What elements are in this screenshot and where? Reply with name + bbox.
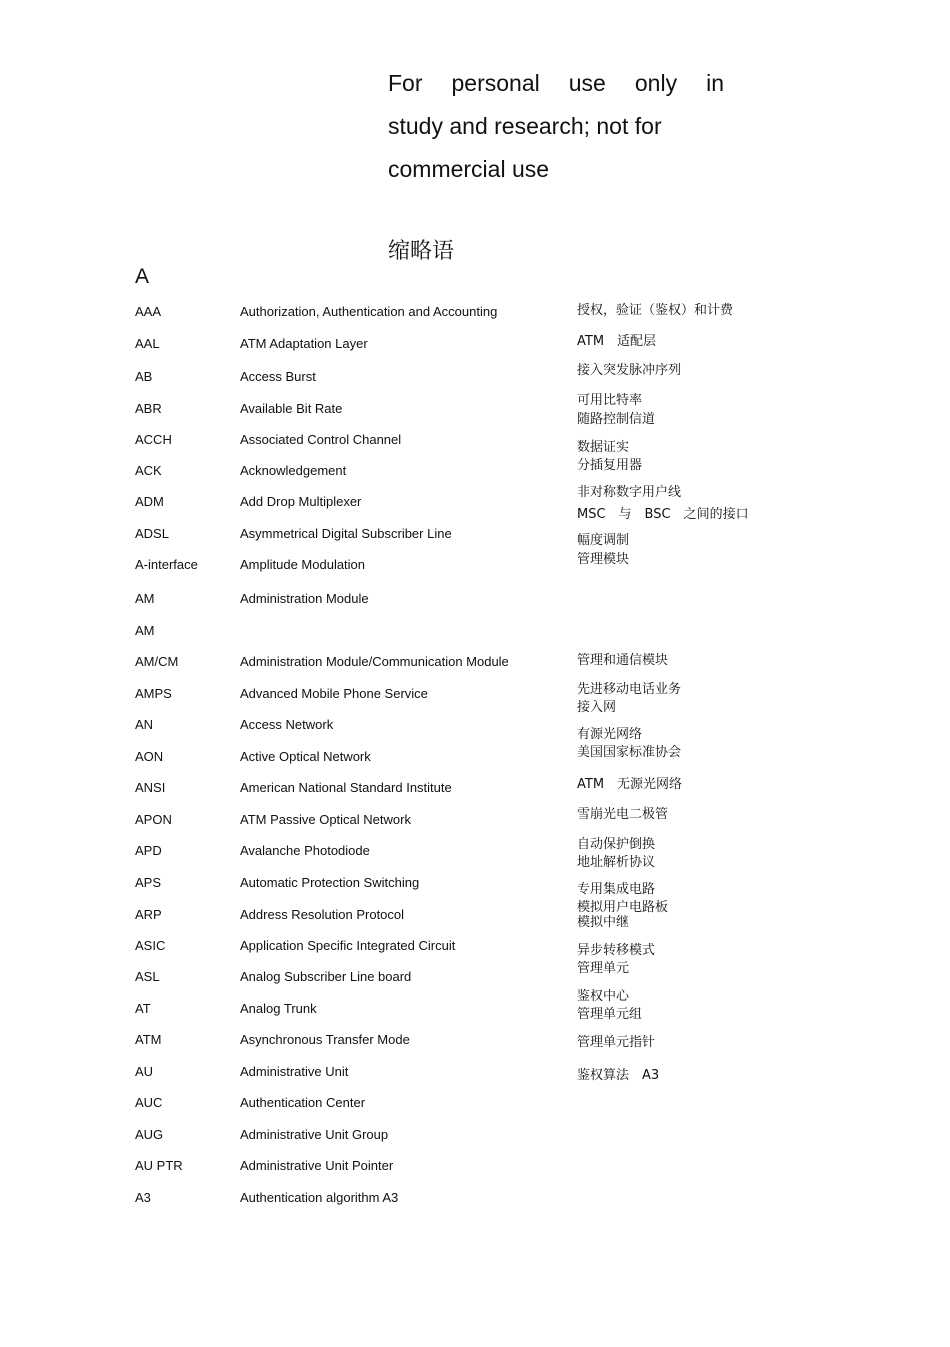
abbreviation-chinese-term: MSC 与 BSC 之间的接口 bbox=[577, 507, 749, 522]
abbreviation-english-term: Administrative Unit bbox=[240, 1064, 349, 1079]
abbreviation-chinese-term: 鉴权算法 A3 bbox=[577, 1068, 660, 1083]
abbreviation-code: AB bbox=[135, 369, 153, 384]
abbreviation-english-term: Access Network bbox=[240, 717, 334, 732]
abbreviation-english-term: Automatic Protection Switching bbox=[240, 875, 420, 890]
notice-word: only bbox=[634, 70, 678, 96]
abbreviation-code: AAA bbox=[135, 304, 162, 319]
abbreviation-english-term: Authentication algorithm A3 bbox=[240, 1190, 399, 1205]
abbreviation-english-term: Asynchronous Transfer Mode bbox=[240, 1032, 410, 1047]
abbreviation-english-term: Analog Subscriber Line board bbox=[240, 969, 412, 984]
abbreviation-chinese-term: 雪崩光电二极管 bbox=[577, 807, 669, 822]
abbreviation-code: AUG bbox=[135, 1127, 164, 1142]
abbreviation-code: APS bbox=[135, 875, 162, 890]
abbreviation-chinese-term: ATM 适配层 bbox=[577, 334, 657, 349]
abbreviation-english-term: Application Specific Integrated Circuit bbox=[240, 938, 456, 953]
abbreviation-chinese-term: 管理单元组 bbox=[577, 1007, 643, 1022]
abbreviation-english-term: Authorization, Authentication and Accounting bbox=[240, 304, 498, 319]
abbreviation-chinese-term: 数据证实 bbox=[577, 440, 630, 455]
usage-notice-line-2: study and research; not for bbox=[388, 113, 662, 139]
abbreviation-english-term: Add Drop Multiplexer bbox=[240, 494, 362, 509]
abbreviation-english-term: American National Standard Institute bbox=[240, 780, 452, 795]
abbreviation-english-term: Advanced Mobile Phone Service bbox=[240, 686, 428, 701]
abbreviation-code: ATM bbox=[135, 1032, 162, 1047]
abbreviation-code: AMPS bbox=[135, 686, 172, 701]
abbreviation-code: A-interface bbox=[135, 557, 198, 572]
notice-word: personal bbox=[451, 70, 540, 96]
abbreviation-chinese-term: 异步转移模式 bbox=[577, 943, 656, 958]
notice-word: in bbox=[706, 70, 724, 96]
abbreviation-chinese-term: 管理单元指针 bbox=[577, 1035, 656, 1050]
abbreviation-english-term: Associated Control Channel bbox=[240, 432, 402, 447]
abbreviation-code: AUC bbox=[135, 1095, 163, 1110]
abbreviation-chinese-term: 随路控制信道 bbox=[577, 412, 656, 427]
abbreviation-code: A3 bbox=[135, 1190, 151, 1205]
abbreviation-code: AM bbox=[135, 623, 155, 638]
abbreviation-chinese-term: 非对称数字用户线 bbox=[577, 485, 682, 500]
abbreviation-code: AN bbox=[135, 717, 154, 732]
notice-word: For bbox=[388, 70, 423, 96]
abbreviation-chinese-term: 自动保护倒换 bbox=[577, 837, 656, 852]
abbreviation-english-term: Administration Module/Communication Module bbox=[240, 654, 509, 669]
usage-notice bbox=[388, 62, 724, 191]
abbreviation-english-term: Available Bit Rate bbox=[240, 401, 343, 416]
abbreviation-chinese-term: 模拟用户电路板 bbox=[577, 900, 669, 915]
abbreviation-chinese-term: 鉴权中心 bbox=[577, 989, 630, 1004]
abbreviation-code: ABR bbox=[135, 401, 162, 416]
abbreviation-code: ACK bbox=[135, 463, 162, 478]
abbreviation-english-term: Analog Trunk bbox=[240, 1001, 317, 1016]
abbreviation-chinese-term: 可用比特率 bbox=[577, 393, 643, 408]
abbreviation-code: AAL bbox=[135, 336, 160, 351]
abbreviation-code: ACCH bbox=[135, 432, 172, 447]
abbreviation-code: ADSL bbox=[135, 526, 169, 541]
abbreviation-chinese-term: 美国国家标准协会 bbox=[577, 745, 682, 760]
abbreviation-english-term: ATM Adaptation Layer bbox=[240, 336, 368, 351]
abbreviation-code: AM bbox=[135, 591, 155, 606]
abbreviation-english-term: Address Resolution Protocol bbox=[240, 907, 405, 922]
abbreviation-code: ANSI bbox=[135, 780, 166, 795]
abbreviation-chinese-term: 接入网 bbox=[577, 700, 617, 715]
abbreviation-code: AON bbox=[135, 749, 164, 764]
abbreviation-english-term: Amplitude Modulation bbox=[240, 557, 366, 572]
abbreviation-chinese-term: 授权，验证（鉴权）和计费 bbox=[577, 303, 734, 318]
abbreviation-english-term: ATM Passive Optical Network bbox=[240, 812, 411, 827]
abbreviation-english-term: Avalanche Photodiode bbox=[240, 843, 370, 858]
abbreviation-chinese-term: 有源光网络 bbox=[577, 727, 643, 742]
abbreviation-chinese-term: 专用集成电路 bbox=[577, 882, 656, 897]
abbreviation-code: ARP bbox=[135, 907, 162, 922]
abbreviation-chinese-term: 先进移动电话业务 bbox=[577, 682, 682, 697]
abbreviation-code: ASL bbox=[135, 969, 160, 984]
abbreviation-chinese-term: 接入突发脉冲序列 bbox=[577, 363, 682, 378]
abbreviation-code: AU bbox=[135, 1064, 154, 1079]
abbreviation-chinese-term: 分插复用器 bbox=[577, 458, 643, 473]
abbreviation-english-term: Asymmetrical Digital Subscriber Line bbox=[240, 526, 452, 541]
abbreviation-chinese-term: 管理模块 bbox=[577, 552, 630, 567]
abbreviation-english-term: Administrative Unit Group bbox=[240, 1127, 389, 1142]
abbreviation-code: ADM bbox=[135, 494, 164, 509]
abbreviation-english-term: Acknowledgement bbox=[240, 463, 347, 478]
section-letter-heading: A bbox=[135, 265, 150, 288]
abbreviation-chinese-term: 管理和通信模块 bbox=[577, 653, 669, 668]
abbreviation-chinese-term: 幅度调制 bbox=[577, 533, 630, 548]
abbreviation-code: ASIC bbox=[135, 938, 166, 953]
abbreviation-chinese-term: 模拟中继 bbox=[577, 915, 630, 930]
abbreviation-code: AM/CM bbox=[135, 654, 179, 669]
abbreviation-code: APD bbox=[135, 843, 162, 858]
notice-word: use bbox=[568, 70, 606, 96]
abbreviation-code: AU PTR bbox=[135, 1158, 183, 1173]
abbreviation-chinese-term: 地址解析协议 bbox=[577, 855, 656, 870]
usage-notice-line-1 bbox=[388, 62, 724, 105]
abbreviation-english-term: Authentication Center bbox=[240, 1095, 366, 1110]
abbreviation-code: AT bbox=[135, 1001, 151, 1016]
page-title: 缩略语 bbox=[388, 238, 455, 263]
abbreviation-english-term: Active Optical Network bbox=[240, 749, 371, 764]
abbreviation-chinese-term: 管理单元 bbox=[577, 961, 630, 976]
abbreviation-english-term: Administration Module bbox=[240, 591, 369, 606]
abbreviation-code: APON bbox=[135, 812, 172, 827]
usage-notice-line-3: commercial use bbox=[388, 156, 550, 182]
abbreviation-english-term: Administrative Unit Pointer bbox=[240, 1158, 394, 1173]
abbreviation-english-term: Access Burst bbox=[240, 369, 316, 384]
abbreviation-chinese-term: ATM 无源光网络 bbox=[577, 777, 683, 792]
